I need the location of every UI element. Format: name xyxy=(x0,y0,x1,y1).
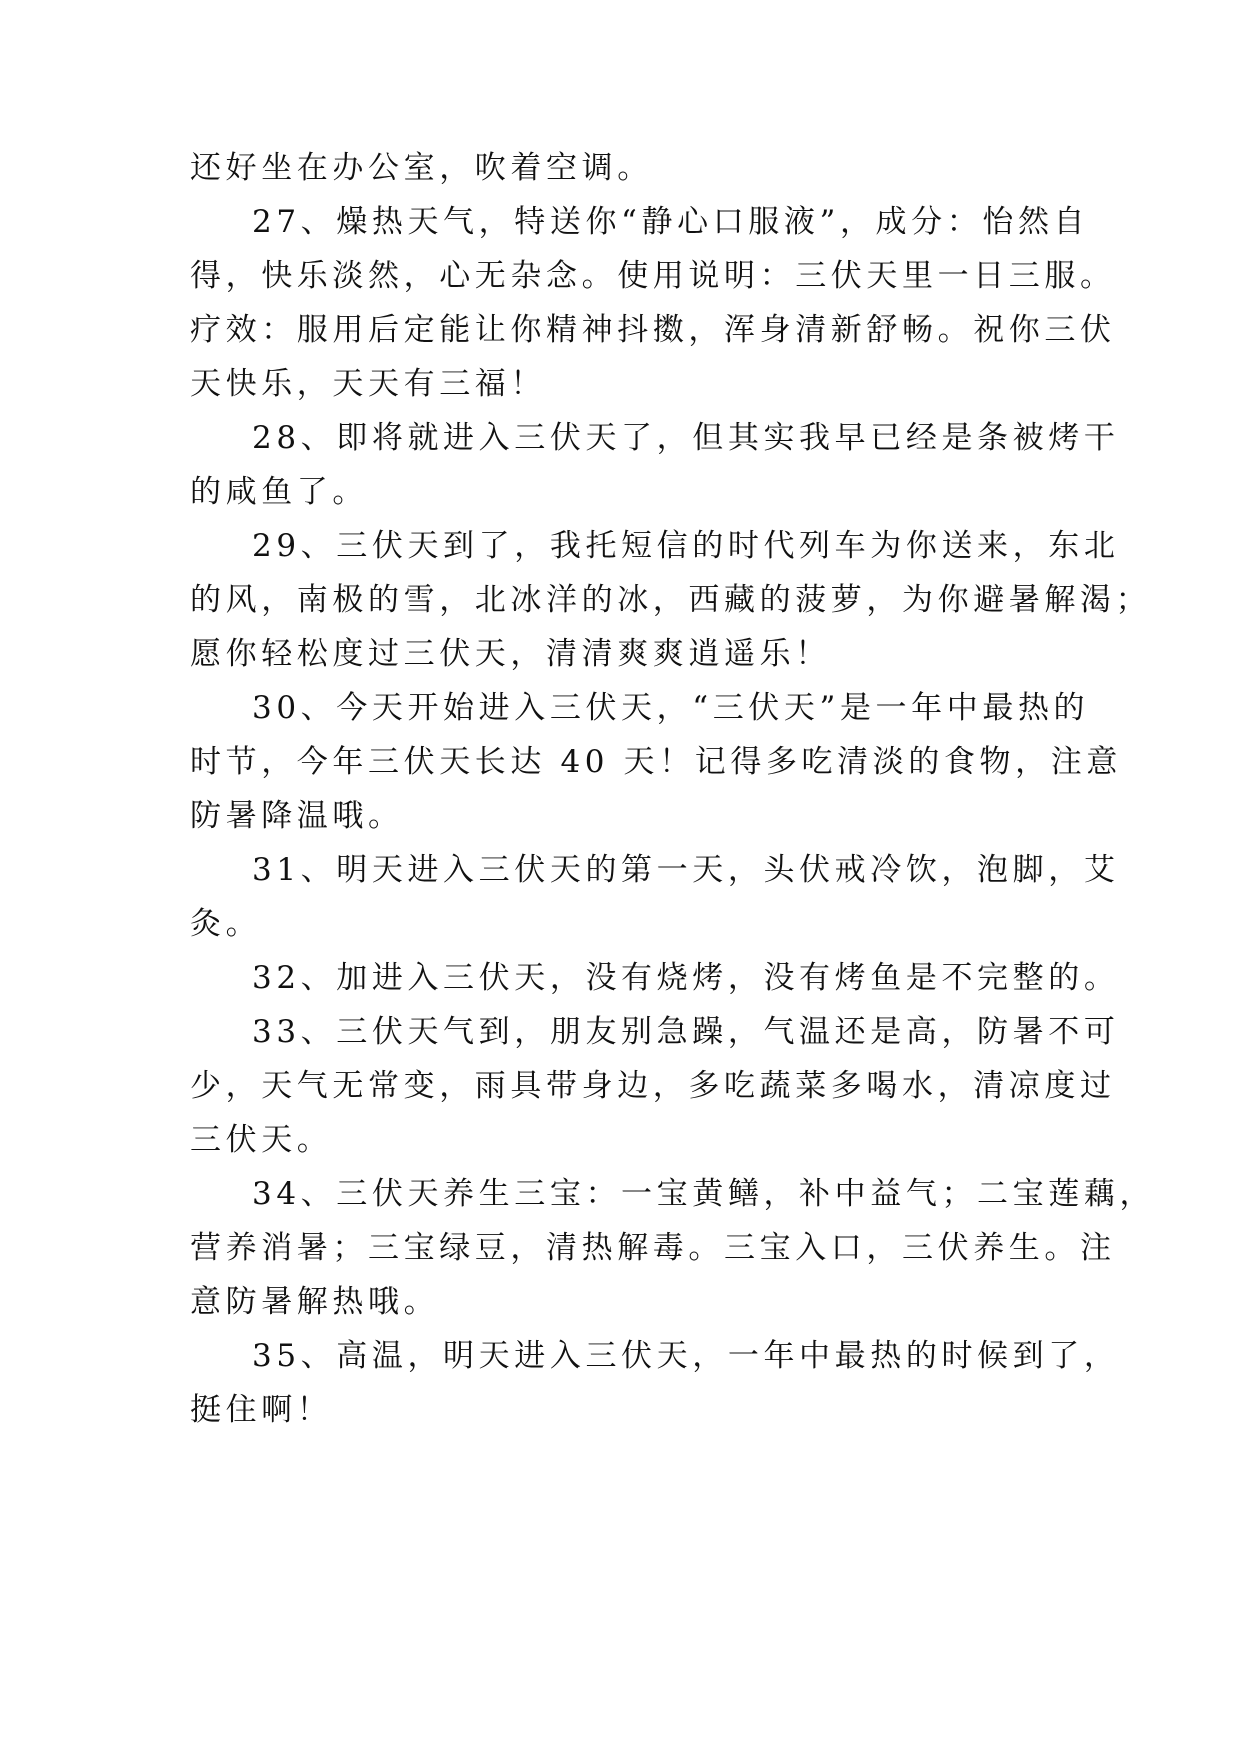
text-line: 28、即将就进入三伏天了，但其实我早已经是条被烤干 xyxy=(252,420,1120,456)
text-line: 33、三伏天气到，朋友别急躁，气温还是高，防暑不可 xyxy=(252,1014,1120,1050)
text-line: 天快乐，天天有三福！ xyxy=(190,366,546,402)
text-line: 三伏天。 xyxy=(190,1122,333,1158)
text-line: 得，快乐淡然，心无杂念。使用说明：三伏天里一日三服。 xyxy=(190,258,1116,294)
text-line: 少，天气无常变，雨具带身边，多吃蔬菜多喝水，清凉度过 xyxy=(190,1068,1116,1104)
text-line: 挺住啊！ xyxy=(190,1392,333,1428)
text-line: 34、三伏天养生三宝：一宝黄鳝，补中益气；二宝莲藕， xyxy=(252,1176,1156,1212)
text-line: 灸。 xyxy=(190,906,262,942)
text-line: 30、今天开始进入三伏天，“三伏天”是一年中最热的 xyxy=(252,690,1090,726)
text-line: 29、三伏天到了，我托短信的时代列车为你送来，东北 xyxy=(252,528,1120,564)
text-line: 32、加进入三伏天，没有烧烤，没有烤鱼是不完整的。 xyxy=(252,960,1120,996)
text-line: 时节，今年三伏天长达 40 天！记得多吃清淡的食物，注意 xyxy=(190,744,1122,780)
text-line: 的风，南极的雪，北冰洋的冰，西藏的菠萝，为你避暑解渴； xyxy=(190,582,1152,618)
text-line: 35、高温，明天进入三伏天，一年中最热的时候到了， xyxy=(252,1338,1120,1374)
text-line: 愿你轻松度过三伏天，清清爽爽逍遥乐！ xyxy=(190,636,831,672)
text-line: 31、明天进入三伏天的第一天，头伏戒冷饮，泡脚，艾 xyxy=(252,852,1120,888)
text-line: 还好坐在办公室，吹着空调。 xyxy=(190,150,653,186)
text-line: 疗效：服用后定能让你精神抖擞，浑身清新舒畅。祝你三伏 xyxy=(190,312,1116,348)
text-line: 的咸鱼了。 xyxy=(190,474,368,510)
text-line: 意防暑解热哦。 xyxy=(190,1284,440,1320)
text-line: 营养消暑；三宝绿豆，清热解毒。三宝入口，三伏养生。注 xyxy=(190,1230,1116,1266)
text-line: 27、燥热天气，特送你“静心口服液”，成分：怡然自 xyxy=(252,204,1090,240)
text-line: 防暑降温哦。 xyxy=(190,798,404,834)
